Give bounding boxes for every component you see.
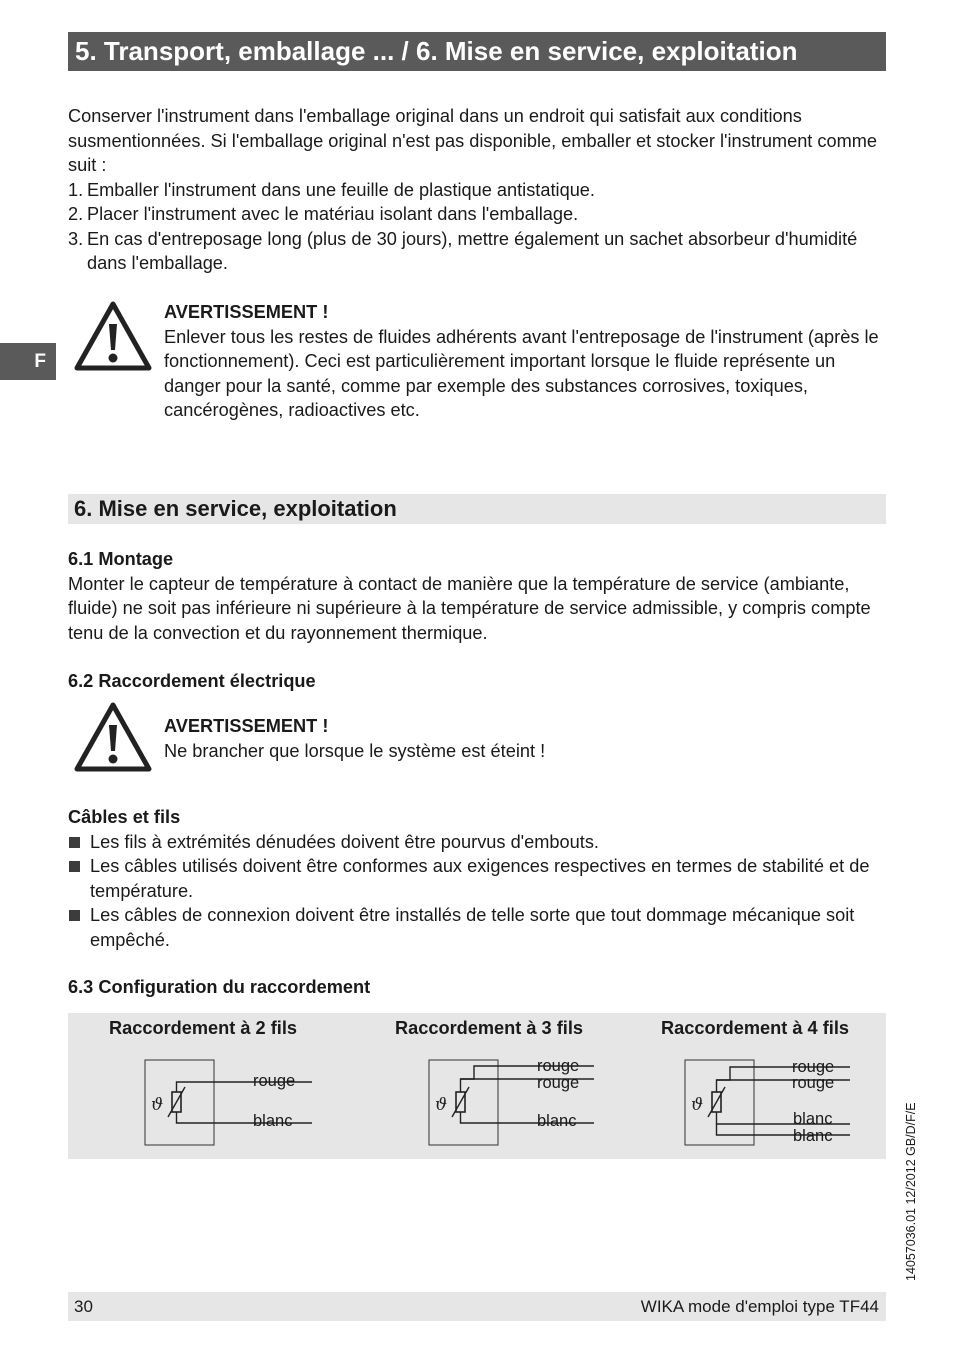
montage-heading: 6.1 Montage (68, 549, 174, 569)
storage-step: 1. Emballer l'instrument dans une feuille de plastique antistatique. (68, 179, 595, 200)
warning-icon (74, 300, 152, 372)
column-title-2-wire: Raccordement à 2 fils (108, 1018, 297, 1038)
storage-section (68, 104, 888, 276)
warning-text: Enlever tous les restes de fluides adhérents avant l'entreposage de l'instrument (après le fonctionnement). Ceci est particulièrement important lorsque le fluide représente un danger pour la santé, comme par exemple des substances corrosives, toxiques, cancérogènes, radioactives etc. (164, 326, 879, 420)
warning-storage (164, 300, 886, 423)
page-number: 30 (74, 1297, 93, 1316)
warning-electrical (164, 714, 886, 763)
wire-label: rouge (537, 1074, 580, 1092)
electrical-heading: 6.2 Raccordement électrique (68, 671, 316, 691)
wire-label: blanc (793, 1110, 833, 1128)
column-title-3-wire: Raccordement à 3 fils (394, 1018, 583, 1038)
svg-text:ϑ: ϑ (691, 1095, 704, 1115)
page-title: 5. Transport, emballage ... / 6. Mise en service, exploitation (68, 32, 886, 71)
list-item: Les câbles de connexion doivent être installés de telle sorte que tout dommage mécanique soit empêché. (68, 903, 886, 952)
svg-text:ϑ: ϑ (435, 1095, 448, 1115)
language-tab: F (0, 343, 56, 380)
section-title: 6. Mise en service, exploitation (68, 494, 886, 524)
list-item: Les fils à extrémités dénudées doivent être pourvus d'embouts. (68, 830, 886, 855)
warning-icon (74, 701, 152, 773)
warning-title: AVERTISSEMENT ! (164, 716, 329, 736)
square-bullet-icon (69, 861, 80, 872)
warning-text: Ne brancher que lorsque le système est éteint ! (164, 740, 546, 761)
wire-label: blanc (253, 1112, 293, 1130)
wire-label: blanc (537, 1112, 577, 1130)
montage-section (68, 547, 890, 645)
list-item: Les câbles utilisés doivent être conformes aux exigences respectives en termes de stabilité et de température. (68, 854, 886, 903)
footer-doc-title: WIKA mode d'emploi type TF44 (640, 1297, 879, 1316)
wire-label: rouge (537, 1057, 580, 1075)
2-wire-schematic (138, 1055, 318, 1159)
square-bullet-icon (69, 910, 80, 921)
svg-text:ϑ: ϑ (151, 1095, 164, 1115)
cables-section (68, 805, 886, 952)
storage-step: 3. En cas d'entreposage long (plus de 30 jours), mettre également un sachet absorbeur d'humidité dans l'emballage. (68, 228, 858, 273)
wiring-diagram-panel (68, 1013, 886, 1159)
cables-heading: Câbles et fils (68, 807, 181, 827)
storage-intro: Conserver l'instrument dans l'emballage original dans un endroit qui satisfait aux conditions susmentionnées. Si l'emballage original n'est pas disponible, emballer et stocker l'instrument comme suit : (68, 106, 878, 175)
warning-title: AVERTISSEMENT ! (164, 302, 329, 322)
wire-label: rouge (253, 1072, 296, 1090)
square-bullet-icon (69, 837, 80, 848)
wire-label: blanc (793, 1127, 833, 1145)
montage-text: Monter le capteur de température à contact de manière que la température de service (ambiante, fluide) ne soit pas inférieure ni supérieure à la température de service admissible, y compris compte tenu de la convection et du rayonnement thermique. (68, 573, 871, 643)
config-heading: 6.3 Configuration du raccordement (68, 977, 371, 997)
page-footer (68, 1292, 886, 1321)
wire-label: rouge (792, 1058, 835, 1076)
column-title-4-wire: Raccordement à 4 fils (660, 1018, 849, 1038)
wire-label: rouge (792, 1074, 835, 1092)
storage-step: 2. Placer l'instrument avec le matériau isolant dans l'emballage. (68, 204, 579, 224)
document-code: 14057036.01 12/2012 GB/D/F/E (904, 1102, 918, 1281)
